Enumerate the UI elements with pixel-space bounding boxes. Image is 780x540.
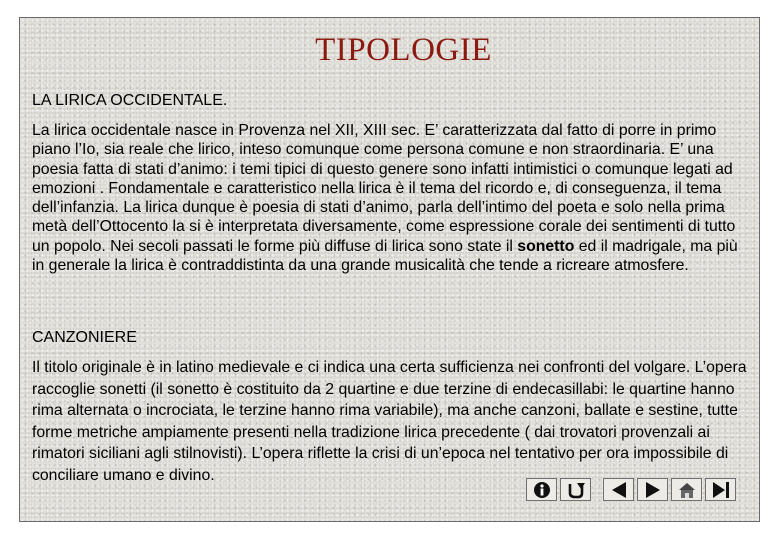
last-icon: [711, 481, 731, 499]
return-button[interactable]: [560, 478, 591, 501]
section-heading-lirica: LA LIRICA OCCIDENTALE.: [32, 92, 228, 109]
paragraph-lirica: La lirica occidentale nasce in Provenza nel XII, XIII sec. E’ caratterizzata dal fatto di porre in primo piano l’Io, sia reale che lirico, inteso comunque come persona comune e non straordinaria. E’ una poesia fatta di stati d’animo: i temi tipici di questo genere sono infatti intimistici o comunque legati ad emozioni . Fondamentale e caratteristico nella lirica è il tema del ricordo e, di conseguenza, il tema dell’infanzia. La lirica dunque è poesia di stati d’animo, parla dell’intimo del poeta e solo nella prima metà dell’Ottocento la si è interpretata diversamente, come espressione corale dei sentimenti di tutto un popolo. Nei secoli passati le forme più diffuse di lirica sono state il sonetto ed il madrigale, ma più in generale la lirica è contraddistinta da una grande musicalità che tende a ricreare atmosfere.: [32, 122, 738, 275]
return-icon: [566, 481, 586, 499]
home-button[interactable]: [671, 478, 702, 501]
section-heading-canzoniere: CANZONIERE: [32, 329, 137, 346]
previous-icon: [609, 481, 629, 499]
info-button[interactable]: [526, 478, 557, 501]
navigation-bar: [526, 478, 736, 502]
slide: [19, 17, 760, 522]
home-icon: [677, 481, 697, 499]
next-icon: [643, 481, 663, 499]
info-icon: [532, 481, 552, 499]
previous-button[interactable]: [603, 478, 634, 501]
emphasis-sonetto: sonetto: [517, 237, 575, 255]
paragraph-canzoniere: Il titolo originale è in latino medievale e ci indica una certa sufficienza nei confronti del volgare. L’opera raccoglie sonetti (il sonetto è costituito da 2 quartine e due terzine di endecasillabi: le quartine hanno rima alternata o incrociata, le terzine hanno rima variabile), ma anche canzoni, ballate e sestine, tutte forme metriche ampiamente presenti nella tradizione lirica precedente ( dai trovatori provenzali ai rimatori siciliani agli stilnovisti). L’opera riflette la crisi di un’epoca nel tentativo per ora impossibile di conciliare umano e divino.: [32, 359, 747, 484]
next-button[interactable]: [637, 478, 668, 501]
last-button[interactable]: [705, 478, 736, 501]
slide-title: TIPOLOGIE: [315, 32, 492, 68]
